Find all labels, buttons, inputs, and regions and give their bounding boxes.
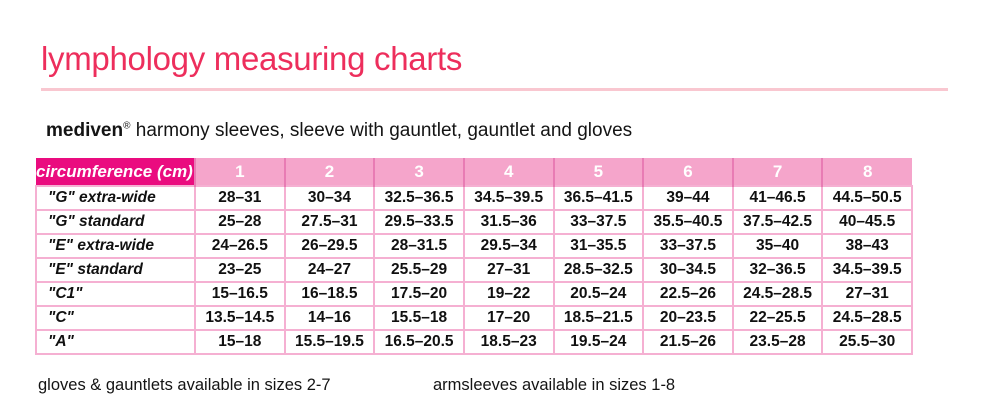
circumference-header-cell: circumference (cm) <box>36 158 195 186</box>
value-cell: 36.5–41.5 <box>554 186 644 210</box>
table-row <box>36 186 912 210</box>
table-row <box>36 210 912 234</box>
value-cell: 35–40 <box>733 234 823 258</box>
value-cell: 29.5–33.5 <box>374 210 464 234</box>
value-cell: 20–23.5 <box>643 306 733 330</box>
measuring-table <box>35 158 913 355</box>
value-cell: 27–31 <box>822 282 912 306</box>
value-cell: 28.5–32.5 <box>554 258 644 282</box>
value-cell: 28–31.5 <box>374 234 464 258</box>
value-cell: 27–31 <box>464 258 554 282</box>
value-cell: 14–16 <box>285 306 375 330</box>
table-row <box>36 234 912 258</box>
footer-note-armsleeves: armsleeves available in sizes 1-8 <box>433 376 676 394</box>
page-title: lymphology measuring charts <box>41 40 463 77</box>
value-cell: 40–45.5 <box>822 210 912 234</box>
title-underline <box>41 88 948 91</box>
size-column-header: 1 <box>195 158 285 186</box>
product-subtitle <box>46 120 632 142</box>
registered-mark: ® <box>123 120 131 132</box>
brand-name: mediven <box>46 120 124 141</box>
value-cell: 33–37.5 <box>643 234 733 258</box>
value-cell: 16–18.5 <box>285 282 375 306</box>
row-label-cell: "G" extra-wide <box>36 186 195 210</box>
value-cell: 23.5–28 <box>733 330 823 354</box>
table-row <box>36 258 912 282</box>
value-cell: 31.5–36 <box>464 210 554 234</box>
value-cell: 17.5–20 <box>374 282 464 306</box>
table-header-row <box>36 158 912 186</box>
value-cell: 20.5–24 <box>554 282 644 306</box>
value-cell: 19–22 <box>464 282 554 306</box>
value-cell: 15.5–19.5 <box>285 330 375 354</box>
value-cell: 18.5–23 <box>464 330 554 354</box>
value-cell: 33–37.5 <box>554 210 644 234</box>
size-column-header: 5 <box>554 158 644 186</box>
footer-note-gloves: gloves & gauntlets available in sizes 2-7 <box>38 376 331 394</box>
size-column-header: 6 <box>643 158 733 186</box>
value-cell: 15.5–18 <box>374 306 464 330</box>
table-row <box>36 306 912 330</box>
value-cell: 38–43 <box>822 234 912 258</box>
value-cell: 15–18 <box>195 330 285 354</box>
size-column-header: 4 <box>464 158 554 186</box>
value-cell: 26–29.5 <box>285 234 375 258</box>
value-cell: 32–36.5 <box>733 258 823 282</box>
row-label-cell: "E" extra-wide <box>36 234 195 258</box>
value-cell: 35.5–40.5 <box>643 210 733 234</box>
value-cell: 15–16.5 <box>195 282 285 306</box>
table-row <box>36 282 912 306</box>
value-cell: 34.5–39.5 <box>822 258 912 282</box>
value-cell: 41–46.5 <box>733 186 823 210</box>
value-cell: 39–44 <box>643 186 733 210</box>
value-cell: 34.5–39.5 <box>464 186 554 210</box>
table-body <box>36 186 912 354</box>
row-label-cell: "A" <box>36 330 195 354</box>
value-cell: 24–26.5 <box>195 234 285 258</box>
value-cell: 25.5–30 <box>822 330 912 354</box>
value-cell: 16.5–20.5 <box>374 330 464 354</box>
value-cell: 19.5–24 <box>554 330 644 354</box>
value-cell: 22–25.5 <box>733 306 823 330</box>
value-cell: 24.5–28.5 <box>822 306 912 330</box>
size-column-header: 3 <box>374 158 464 186</box>
value-cell: 37.5–42.5 <box>733 210 823 234</box>
size-column-header: 2 <box>285 158 375 186</box>
row-label-cell: "C" <box>36 306 195 330</box>
value-cell: 27.5–31 <box>285 210 375 234</box>
row-label-cell: "E" standard <box>36 258 195 282</box>
subtitle-text: harmony sleeves, sleeve with gauntlet, gauntlet and gloves <box>130 120 633 141</box>
row-label-cell: "C1" <box>36 282 195 306</box>
value-cell: 29.5–34 <box>464 234 554 258</box>
value-cell: 25–28 <box>195 210 285 234</box>
table-row <box>36 330 912 354</box>
value-cell: 32.5–36.5 <box>374 186 464 210</box>
value-cell: 30–34 <box>285 186 375 210</box>
value-cell: 22.5–26 <box>643 282 733 306</box>
value-cell: 18.5–21.5 <box>554 306 644 330</box>
size-column-header: 7 <box>733 158 823 186</box>
value-cell: 24–27 <box>285 258 375 282</box>
value-cell: 44.5–50.5 <box>822 186 912 210</box>
value-cell: 24.5–28.5 <box>733 282 823 306</box>
value-cell: 21.5–26 <box>643 330 733 354</box>
value-cell: 17–20 <box>464 306 554 330</box>
value-cell: 31–35.5 <box>554 234 644 258</box>
value-cell: 13.5–14.5 <box>195 306 285 330</box>
value-cell: 23–25 <box>195 258 285 282</box>
row-label-cell: "G" standard <box>36 210 195 234</box>
value-cell: 30–34.5 <box>643 258 733 282</box>
size-column-header: 8 <box>822 158 912 186</box>
value-cell: 25.5–29 <box>374 258 464 282</box>
value-cell: 28–31 <box>195 186 285 210</box>
